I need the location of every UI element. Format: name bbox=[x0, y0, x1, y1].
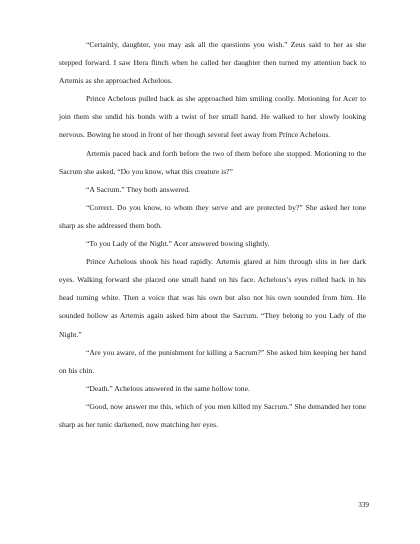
paragraph: “Certainly, daughter, you may ask all the questions you wish.” Zeus said to her as she stepped forward. I saw Hera flinch when he called her daughter then turned my attention back to Artemis as she approached Achelous. bbox=[59, 40, 366, 86]
paragraph: “To you Lady of the Night.” Acer answered bowing slightly. bbox=[86, 239, 270, 249]
paragraph: Prince Achelous shook his head rapidly. Artemis glared at him through slits in her dark eyes. Walking forward she placed one small hand on his face. Achelous’s eyes rolled back in his head turning white. Then a voice that was his own but also not his own sounded from him. He sounded hollow as Artemis again asked him about the Sacrum. “They belong to you Lady of the Night.” bbox=[59, 257, 366, 339]
paragraph: “Death.” Achelous answered in the same hollow tone. bbox=[86, 383, 250, 393]
body-text bbox=[59, 36, 366, 434]
paragraph: “Are you aware, of the punishment for killing a Sacrum?” She asked him keeping her hand on his chin. bbox=[59, 347, 366, 375]
page-number: 339 bbox=[358, 501, 369, 509]
paragraph: Artemis paced back and forth before the two of them before she stopped. Motioning to the Sacrum she asked, “Do you know, what this creature is?” bbox=[59, 148, 366, 176]
paragraph: “A Sacrum.” They both answered. bbox=[86, 184, 191, 194]
paragraph: “Good, now answer me this, which of you men killed my Sacrum.” She demanded her tone sharp as her tunic darkened, now matching her eyes. bbox=[59, 401, 366, 429]
paragraph: Prince Achelous pulled back as she approached him smiling coolly. Motioning for Acer to join them she undid his bonds with a twist of her small hand. He walked to her slowly looking nervous. Bowing he stood in front of her though several feet away from Prince Achelous. bbox=[59, 94, 366, 140]
paragraph: “Correct. Do you know, to whom they serve and are protected by?” She asked her tone sharp as she addressed them both. bbox=[59, 202, 366, 230]
